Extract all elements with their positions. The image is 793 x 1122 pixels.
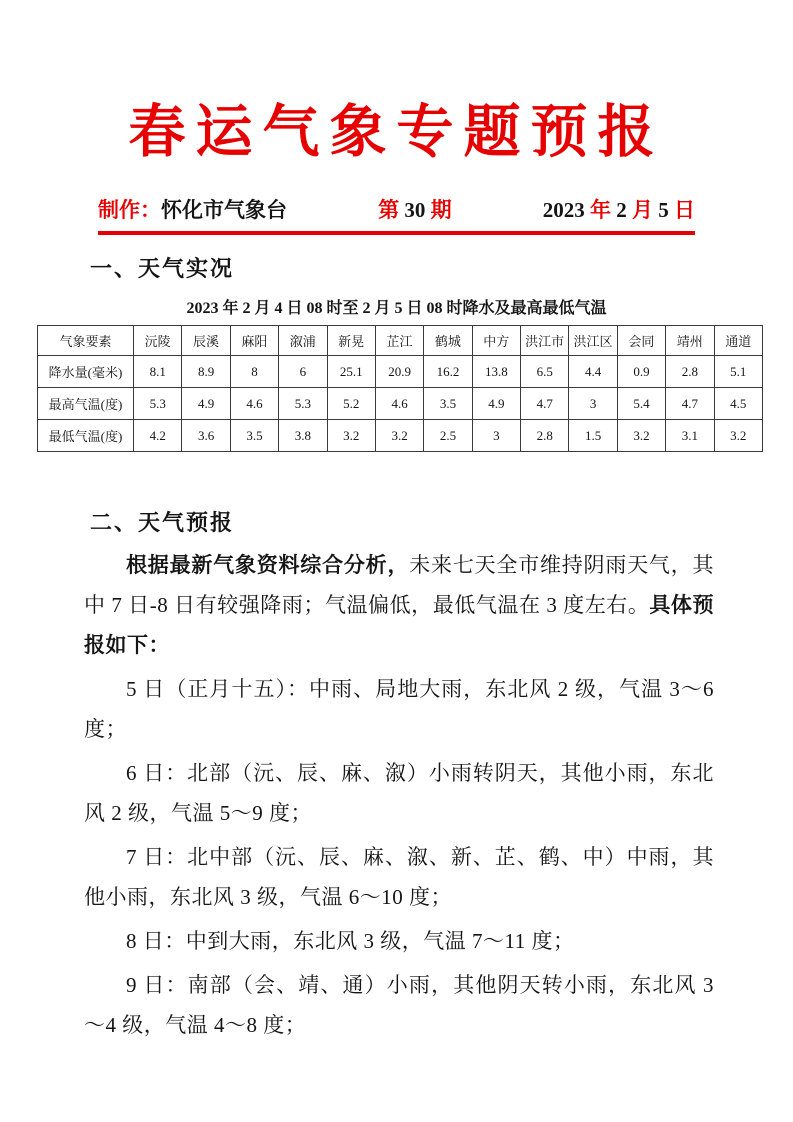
table-cell: 3.5 (230, 420, 278, 452)
table-cell: 3.5 (424, 388, 472, 420)
table-cell: 5.3 (279, 388, 327, 420)
date-month: 2 (611, 198, 632, 222)
table-cell: 4.9 (472, 388, 520, 420)
table-header-station: 中方 (472, 326, 520, 356)
table-header-station: 芷江 (375, 326, 423, 356)
table-cell: 4.6 (230, 388, 278, 420)
table-cell: 2.8 (666, 356, 714, 388)
forecast-body (84, 545, 714, 1045)
document-title: 春运气象专题预报 (128, 98, 665, 165)
table-row-label: 最低气温(度) (38, 420, 134, 452)
table-cell: 3.6 (182, 420, 230, 452)
table-cell: 4.7 (521, 388, 569, 420)
table-header-station: 靖州 (666, 326, 714, 356)
issue-number-info (378, 194, 452, 224)
intro-paragraph (84, 545, 714, 665)
table-row-label: 最高气温(度) (38, 388, 134, 420)
table-cell: 2.8 (521, 420, 569, 452)
table-header-station: 洪江市 (521, 326, 569, 356)
date-day-unit: 日 (674, 198, 695, 222)
table-cell: 4.2 (134, 420, 182, 452)
table-cell: 3.8 (279, 420, 327, 452)
table-cell: 6.5 (521, 356, 569, 388)
table-header-station: 溆浦 (279, 326, 327, 356)
maker-label: 制作： (98, 198, 161, 222)
section2-heading: 二、天气预报 (90, 510, 235, 535)
table-header-station: 沅陵 (134, 326, 182, 356)
table-cell: 3.2 (617, 420, 665, 452)
section1-heading: 一、天气实况 (90, 256, 235, 281)
forecast-paragraph-day6: 6 日：北部（沅、辰、麻、溆）小雨转阴天，其他小雨，东北风 2 级，气温 5～9 度； (84, 761, 714, 825)
table-cell: 5.1 (714, 356, 763, 388)
table-header-station: 新晃 (327, 326, 375, 356)
maker-info (98, 194, 287, 224)
weather-table-body (38, 356, 763, 452)
table-cell: 5.3 (134, 388, 182, 420)
table-row (38, 356, 763, 388)
table-cell: 4.7 (666, 388, 714, 420)
table-cell: 5.4 (617, 388, 665, 420)
table-cell: 4.6 (375, 388, 423, 420)
table-header-station: 鹤城 (424, 326, 472, 356)
issue-suffix: 期 (425, 198, 452, 222)
table-header-station: 会同 (617, 326, 665, 356)
table-cell: 8 (230, 356, 278, 388)
table-cell: 3.2 (327, 420, 375, 452)
weather-table-head (38, 326, 763, 356)
table-header-element: 气象要素 (38, 326, 134, 356)
forecast-paragraph-day8: 8 日：中到大雨，东北风 3 级，气温 7～11 度； (126, 929, 575, 953)
weather-table (37, 325, 763, 452)
table-header-station: 辰溪 (182, 326, 230, 356)
table-cell: 2.5 (424, 420, 472, 452)
table-cell: 1.5 (569, 420, 617, 452)
table-row (38, 388, 763, 420)
issue-info-row (98, 194, 695, 235)
intro-bold-start: 根据最新气象资料综合分析， (126, 553, 410, 577)
table-cell: 4.4 (569, 356, 617, 388)
table-cell: 25.1 (327, 356, 375, 388)
forecast-paragraph-day7: 7 日：北中部（沅、辰、麻、溆、新、芷、鹤、中）中雨，其他小雨，东北风 3 级，气温 6～10 度； (84, 845, 714, 909)
table-cell: 8.1 (134, 356, 182, 388)
table-cell: 3.1 (666, 420, 714, 452)
table-header-station: 洪江区 (569, 326, 617, 356)
forecast-paragraph-day9: 9 日：南部（会、靖、通）小雨，其他阴天转小雨，东北风 3～4 级，气温 4～8 度； (84, 973, 714, 1037)
date-day: 5 (653, 198, 674, 222)
table-cell: 4.5 (714, 388, 763, 420)
date-year: 2023 (542, 198, 590, 222)
table-cell: 6 (279, 356, 327, 388)
issue-number: 30 (404, 198, 426, 222)
table-cell: 13.8 (472, 356, 520, 388)
date-year-unit: 年 (590, 198, 611, 222)
table-cell: 5.2 (327, 388, 375, 420)
table-cell: 3 (569, 388, 617, 420)
issue-date (543, 194, 695, 224)
table-cell: 20.9 (375, 356, 423, 388)
table-cell: 3 (472, 420, 520, 452)
weather-table-caption: 2023 年 2 月 4 日 08 时至 2 月 5 日 08 时降水及最高最低气温 (186, 300, 607, 317)
table-cell: 0.9 (617, 356, 665, 388)
table-row (38, 420, 763, 452)
forecast-paragraph-day5: 5 日（正月十五）：中雨、局地大雨，东北风 2 级，气温 3～6 度； (84, 677, 714, 741)
table-cell: 3.2 (714, 420, 763, 452)
table-cell: 16.2 (424, 356, 472, 388)
maker-value: 怀化市气象台 (161, 198, 287, 222)
table-header-row (38, 326, 763, 356)
intro-regular: 未来七天全市维持阴雨天气，其中 7 日-8 日有较强降雨；气温偏低，最低气温在 3 度左右。 (84, 553, 714, 617)
table-header-station: 麻阳 (230, 326, 278, 356)
table-cell: 3.2 (375, 420, 423, 452)
date-month-unit: 月 (632, 198, 653, 222)
table-cell: 4.9 (182, 388, 230, 420)
table-row-label: 降水量(毫米) (38, 356, 134, 388)
issue-prefix: 第 (378, 198, 405, 222)
intro-bold-end: 具体预报如下： (84, 593, 714, 657)
table-cell: 8.9 (182, 356, 230, 388)
table-header-station: 通道 (714, 326, 763, 356)
